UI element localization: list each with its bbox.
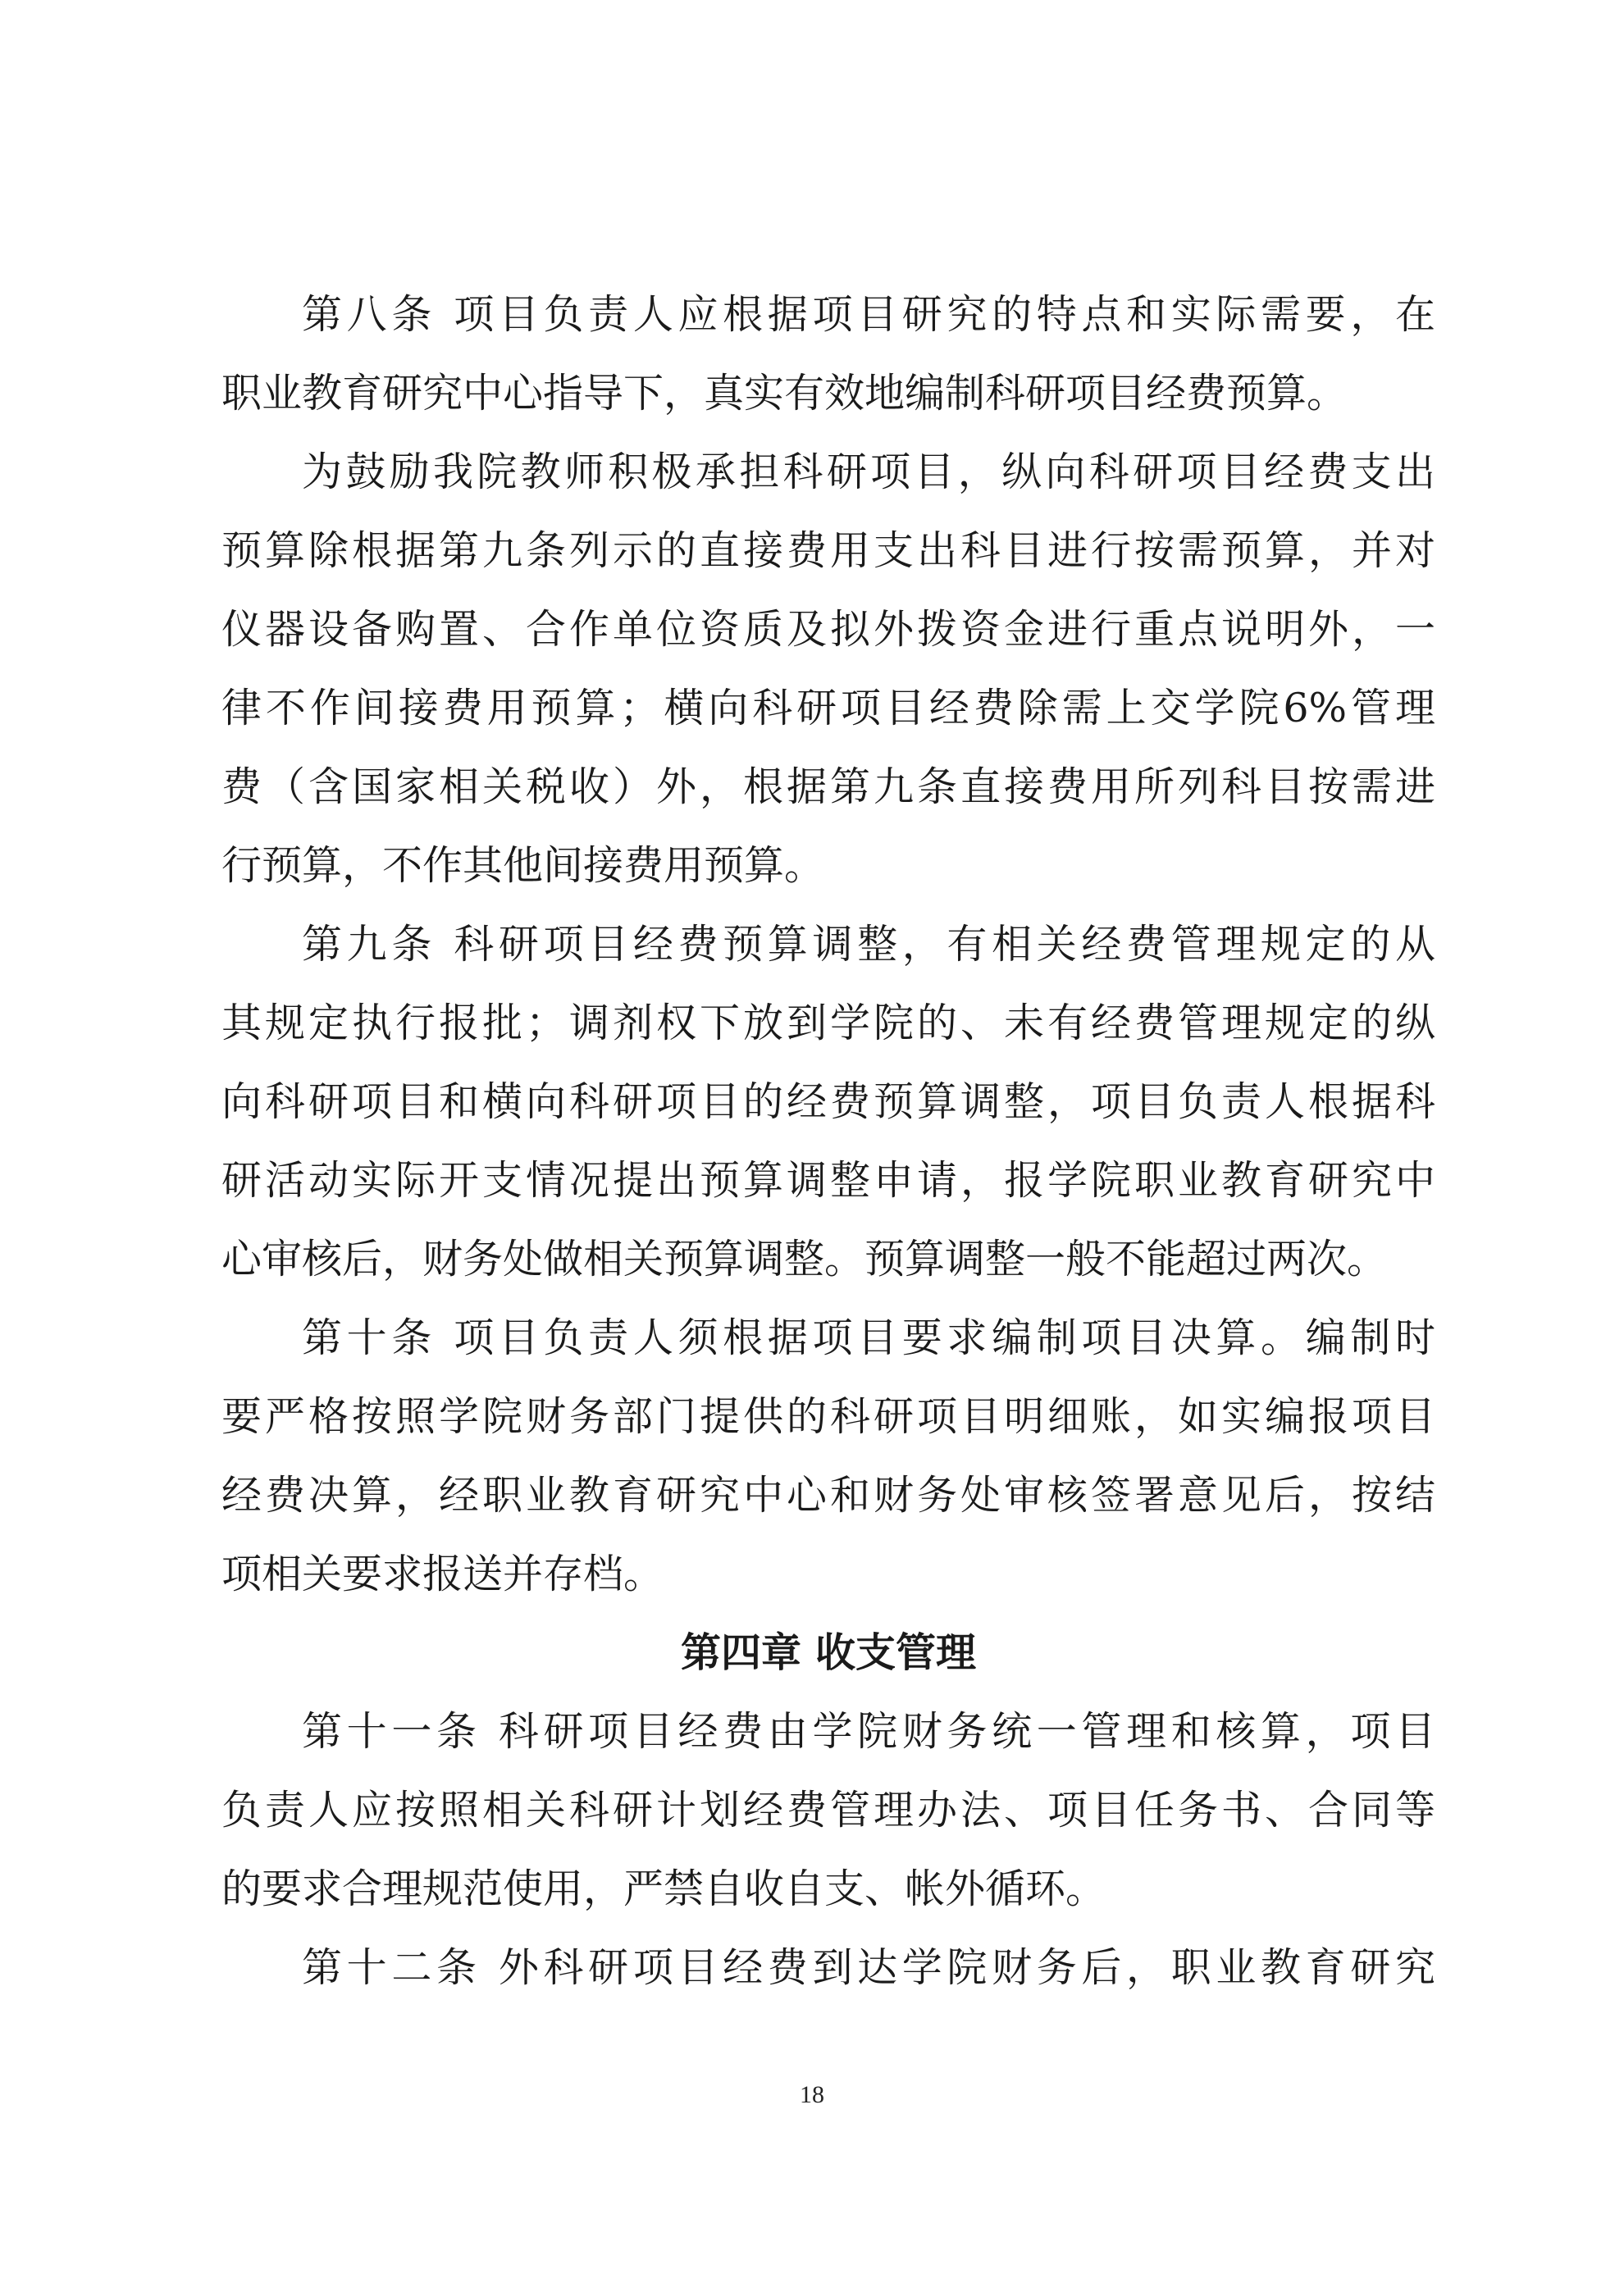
text-line: 第十一条 科研项目经费由学院财务统一管理和核算，项目 bbox=[302, 1708, 1435, 1755]
incentive-paragraph bbox=[221, 433, 1435, 905]
text-line: 预算除根据第九条列示的直接费用支出科目进行按需预算，并对 bbox=[221, 527, 1435, 574]
text-line: 的要求合理规范使用，严禁自收自支、帐外循环。 bbox=[221, 1866, 1106, 1912]
article-8-paragraph bbox=[221, 276, 1435, 433]
article-10-paragraph bbox=[221, 1299, 1435, 1614]
text-line: 仪器设备购置、合作单位资质及拟外拨资金进行重点说明外，一 bbox=[221, 606, 1435, 653]
text-line: 第十条 项目负责人须根据项目要求编制项目决算。编制时 bbox=[302, 1314, 1435, 1361]
text-line: 职业教育研究中心指导下，真实有效地编制科研项目经费预算。 bbox=[221, 370, 1348, 417]
article-11-paragraph bbox=[221, 1692, 1435, 1929]
chapter-heading: 第四章 收支管理 bbox=[680, 1629, 977, 1676]
text-line: 其规定执行报批；调剂权下放到学院的、未有经费管理规定的纵 bbox=[221, 1000, 1435, 1046]
text-line: 经费决算，经职业教育研究中心和财务处审核签署意见后，按结 bbox=[221, 1472, 1435, 1519]
article-9-paragraph bbox=[221, 905, 1435, 1299]
text-line: 要严格按照学院财务部门提供的科研项目明细账，如实编报项目 bbox=[221, 1393, 1435, 1440]
text-line: 心审核后，财务处做相关预算调整。预算调整一般不能超过两次。 bbox=[221, 1236, 1388, 1282]
text-line: 第十二条 外科研项目经费到达学院财务后，职业教育研究 bbox=[302, 1944, 1435, 1991]
article-12-paragraph bbox=[221, 1929, 1435, 2007]
page-number: 18 bbox=[800, 2081, 824, 2108]
text-line: 费（含国家相关税收）外，根据第九条直接费用所列科目按需进 bbox=[221, 763, 1435, 810]
text-line: 第九条 科研项目经费预算调整，有相关经费管理规定的从 bbox=[302, 921, 1435, 968]
text-line: 研活动实际开支情况提出预算调整申请，报学院职业教育研究中 bbox=[221, 1157, 1435, 1204]
text-line: 负责人应按照相关科研计划经费管理办法、项目任务书、合同等 bbox=[221, 1787, 1435, 1834]
document-body bbox=[221, 276, 1435, 2007]
text-line: 第八条 项目负责人应根据项目研究的特点和实际需要，在 bbox=[302, 291, 1435, 338]
text-line: 行预算，不作其他间接费用预算。 bbox=[221, 842, 825, 889]
text-line: 项相关要求报送并存档。 bbox=[221, 1551, 664, 1597]
text-line: 向科研项目和横向科研项目的经费预算调整，项目负责人根据科 bbox=[221, 1078, 1435, 1125]
text-line: 律不作间接费用预算；横向科研项目经费除需上交学院6%管理 bbox=[221, 685, 1435, 731]
text-line: 为鼓励我院教师积极承担科研项目，纵向科研项目经费支出 bbox=[302, 449, 1435, 495]
